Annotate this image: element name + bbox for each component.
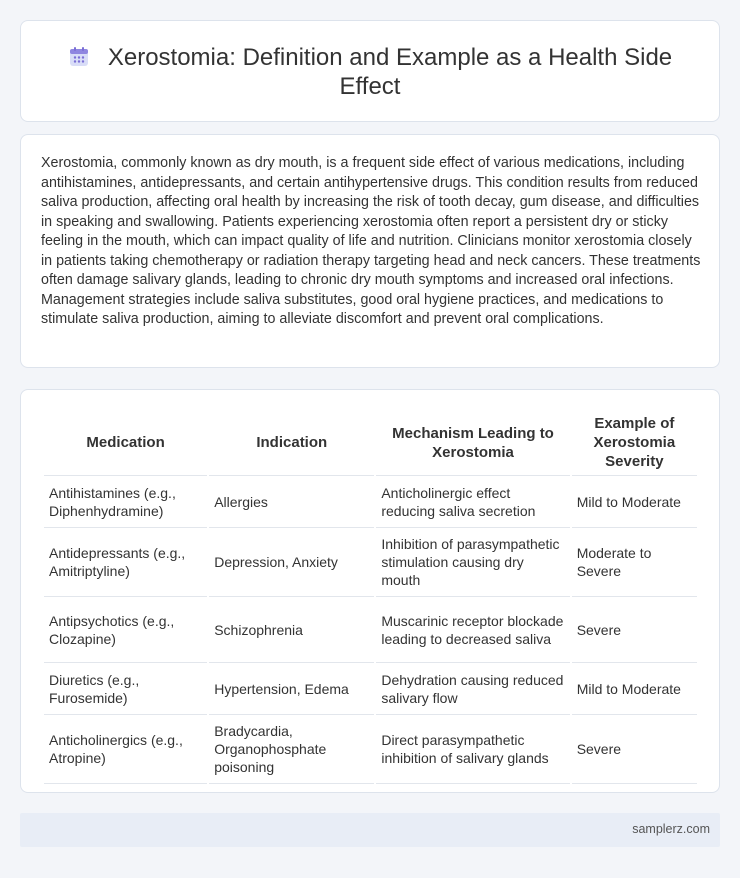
cell-medication: Diuretics (e.g., Furosemide) bbox=[44, 663, 207, 715]
cell-indication: Bradycardia, Organophosphate poisoning bbox=[209, 715, 374, 784]
cell-medication: Anticholinergics (e.g., Atropine) bbox=[44, 715, 207, 784]
column-header-indication: Indication bbox=[209, 410, 374, 476]
cell-indication: Schizophrenia bbox=[209, 597, 374, 663]
cell-mechanism: Anticholinergic effect reducing saliva secretion bbox=[376, 476, 569, 528]
cell-severity: Severe bbox=[572, 715, 697, 784]
cell-indication: Allergies bbox=[209, 476, 374, 528]
column-header-medication: Medication bbox=[44, 410, 207, 476]
cell-medication: Antipsychotics (e.g., Clozapine) bbox=[44, 597, 207, 663]
cell-mechanism: Direct parasympathetic inhibition of salivary glands bbox=[376, 715, 569, 784]
table-row bbox=[44, 663, 697, 715]
cell-severity: Mild to Moderate bbox=[572, 476, 697, 528]
footer-bar bbox=[20, 813, 720, 847]
column-header-mechanism: Mechanism Leading to Xerostomia bbox=[376, 410, 569, 476]
calendar-icon bbox=[68, 46, 90, 68]
cell-severity: Mild to Moderate bbox=[572, 663, 697, 715]
cell-severity: Severe bbox=[572, 597, 697, 663]
table-card bbox=[20, 389, 720, 793]
intro-paragraph: Xerostomia, commonly known as dry mouth, is a frequent side effect of various medications, including antihistamines, antidepressants, and certain antihypertensive drugs. This condition results from reduced saliva production, affecting oral health by increasing the risk of tooth decay, gum disease, and difficulties in speaking and swallowing. Patients experiencing xerostomia often report a persistent dry or sticky feeling in the mouth, which can impact quality of life and nutrition. Clinicians monitor xerostomia closely in patients taking chemotherapy or radiation therapy targeting head and neck cancers. These treatments often damage salivary glands, leading to chronic dry mouth symptoms and increased oral infections. Management strategies include saliva substitutes, good oral hygiene practices, and medications to stimulate saliva production, aiming to alleviate discomfort and prevent oral complications. bbox=[41, 155, 701, 327]
page-title-text: Xerostomia: Definition and Example as a Health Side Effect bbox=[107, 44, 673, 100]
intro-card bbox=[20, 134, 720, 368]
page-title bbox=[61, 43, 679, 101]
column-header-severity: Example of Xerostomia Severity bbox=[572, 410, 697, 476]
medication-table bbox=[42, 410, 699, 784]
title-card bbox=[20, 20, 720, 122]
cell-medication: Antihistamines (e.g., Diphenhydramine) bbox=[44, 476, 207, 528]
table-header-row bbox=[44, 410, 697, 476]
table-row bbox=[44, 597, 697, 663]
table-row bbox=[44, 476, 697, 528]
cell-mechanism: Inhibition of parasympathetic stimulation causing dry mouth bbox=[376, 528, 569, 597]
table-row bbox=[44, 528, 697, 597]
cell-mechanism: Muscarinic receptor blockade leading to decreased saliva bbox=[376, 597, 569, 663]
cell-medication: Antidepressants (e.g., Amitriptyline) bbox=[44, 528, 207, 597]
table-row bbox=[44, 715, 697, 784]
cell-severity: Moderate to Severe bbox=[572, 528, 697, 597]
cell-mechanism: Dehydration causing reduced salivary flow bbox=[376, 663, 569, 715]
cell-indication: Depression, Anxiety bbox=[209, 528, 374, 597]
footer-site-link[interactable]: samplerz.com bbox=[632, 822, 710, 836]
cell-indication: Hypertension, Edema bbox=[209, 663, 374, 715]
